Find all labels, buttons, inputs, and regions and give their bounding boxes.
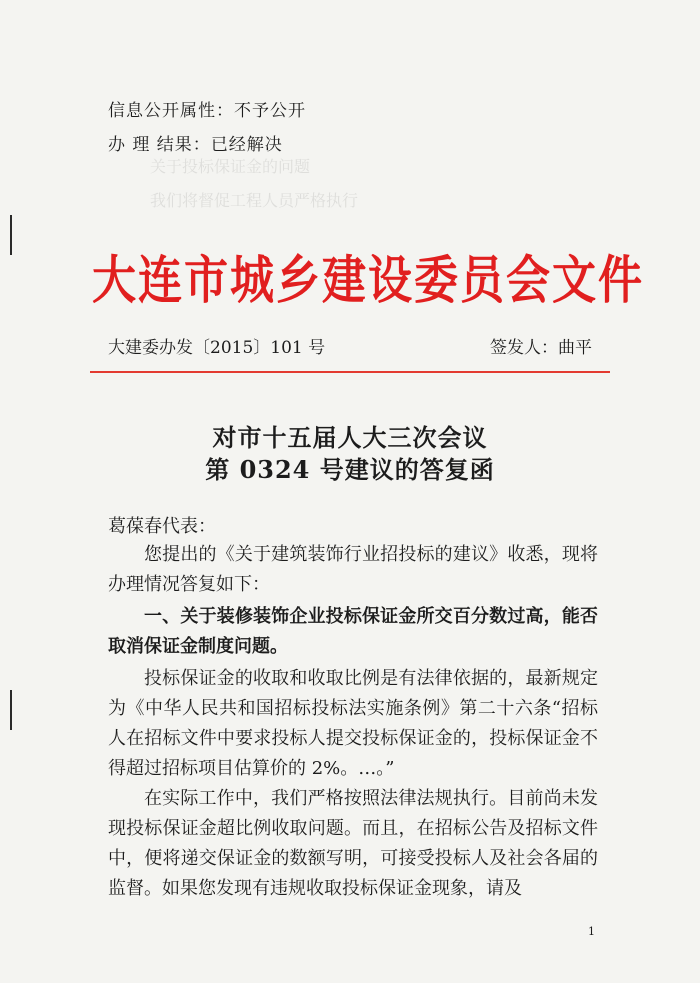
paragraph-intro: 您提出的《关于建筑装饰行业招投标的建议》收悉，现将办理情况答复如下： xyxy=(108,544,598,595)
bleed-through-text: 关于投标保证金的问题 我们将督促工程人员严格执行 xyxy=(150,157,359,210)
binding-mark xyxy=(10,215,12,255)
section-heading-1: 一、关于装修装饰企业投标保证金所交百分数过高，能否取消保证金制度问题。 xyxy=(108,606,598,657)
binding-mark xyxy=(10,690,12,730)
paragraph-legal-basis: 投标保证金的收取和收取比例是有法律依据的，最新规定为《中华人民共和国招标投标法实施条例》第二十六条“招标人在招标文件中要求投标人提交投标保证金的，投标保证金不得超过招标项目估算价的 2%。…。” xyxy=(108,668,598,779)
salutation: 葛葆春代表： xyxy=(108,516,216,537)
title-line-1: 对市十五届人大三次会议 xyxy=(212,423,488,452)
page-number: 1 xyxy=(588,925,595,938)
document-masthead: 大连市城乡建设委员会文件 xyxy=(92,250,644,312)
document-number: 大建委办发〔2015〕101 号 xyxy=(108,338,326,358)
disclosure-attribute: 信息公开属性：不予公开 xyxy=(108,101,306,121)
paragraph-practice: 在实际工作中，我们严格按照法律法规执行。目前尚未发现投标保证金超比例收取问题。而且，在招标公告及招标文件中，便将递交保证金的数额写明，可接受投标人及社会各届的监督。如果您发现有违规收取投标保证金现象，请及 xyxy=(108,788,598,899)
title-line-2: 第 0324 号建议的答复函 xyxy=(205,455,495,484)
red-divider xyxy=(90,371,610,373)
processing-result: 办 理 结果：已经解决 xyxy=(108,135,283,155)
signer: 签发人：曲平 xyxy=(490,338,592,358)
